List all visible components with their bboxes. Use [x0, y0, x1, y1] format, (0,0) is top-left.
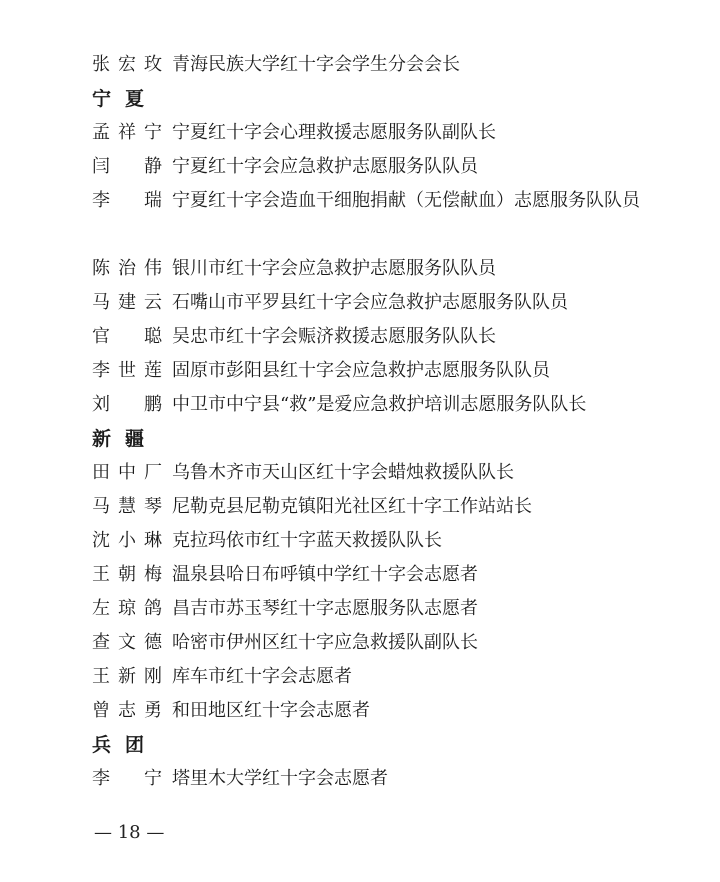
list-item [92, 558, 652, 592]
list-item [92, 660, 652, 694]
person-title: 哈密市伊州区红十字应急救援队副队长 [172, 632, 478, 653]
person-title: 温泉县哈日布呼镇中学红十字会志愿者 [172, 564, 478, 585]
person-name: 李世莲 [92, 360, 162, 381]
person-name: 查文德 [92, 632, 162, 653]
person-name: 田中厂 [92, 462, 162, 483]
list-item [92, 626, 652, 660]
person-title: 中卫市中宁县“救”是爱应急救护培训志愿服务队队长 [172, 394, 587, 415]
person-name: 刘鹏 [92, 394, 162, 415]
person-name: 马建云 [92, 292, 162, 313]
page-number: — 18 — [94, 822, 165, 843]
list-item [92, 694, 652, 728]
section-heading: 新疆 [92, 428, 159, 450]
person-name: 李瑞 [92, 190, 162, 211]
person-title: 库车市红十字会志愿者 [172, 666, 352, 687]
person-name: 李宁 [92, 768, 162, 789]
list-item [92, 456, 652, 490]
person-title: 克拉玛依市红十字蓝天救援队队长 [172, 530, 442, 551]
person-title: 塔里木大学红十字会志愿者 [172, 768, 388, 789]
list-item [92, 388, 652, 422]
list-item [92, 354, 652, 388]
section-heading: 兵团 [92, 734, 159, 756]
section-heading: 宁夏 [92, 88, 159, 110]
person-title: 尼勒克县尼勒克镇阳光社区红十字工作站站长 [172, 496, 532, 517]
list-item [92, 762, 652, 796]
list-item [92, 524, 652, 558]
person-name: 沈小琳 [92, 530, 162, 551]
list-item [92, 252, 652, 286]
person-title: 和田地区红十字会志愿者 [172, 700, 370, 721]
person-title: 固原市彭阳县红十字会应急救护志愿服务队队员 [172, 360, 550, 381]
person-title: 青海民族大学红十字会学生分会会长 [172, 54, 460, 75]
person-title: 吴忠市红十字会赈济救援志愿服务队队长 [172, 326, 496, 347]
list-item [92, 48, 652, 82]
person-name: 张宏玫 [92, 54, 162, 75]
person-name: 王新刚 [92, 666, 162, 687]
list-item [92, 592, 652, 626]
list-item [92, 116, 652, 150]
person-title: 乌鲁木齐市天山区红十字会蜡烛救援队队长 [172, 462, 514, 483]
list-item [92, 150, 652, 184]
person-title: 昌吉市苏玉琴红十字志愿服务队志愿者 [172, 598, 478, 619]
person-name: 官聪 [92, 326, 162, 347]
person-name: 曾志勇 [92, 700, 162, 721]
person-name: 陈治伟 [92, 258, 162, 279]
person-name: 闫静 [92, 156, 162, 177]
person-title: 宁夏红十字会造血干细胞捐献（无偿献血）志愿服务队队员 [172, 190, 640, 211]
person-name: 左琼鸽 [92, 598, 162, 619]
person-title: 银川市红十字会应急救护志愿服务队队员 [172, 258, 496, 279]
list-item [92, 320, 652, 354]
person-name: 王朝梅 [92, 564, 162, 585]
list-item [92, 286, 652, 320]
list-item [92, 184, 652, 252]
person-name: 马慧琴 [92, 496, 162, 517]
person-title: 石嘴山市平罗县红十字会应急救护志愿服务队队员 [172, 292, 568, 313]
person-name: 孟祥宁 [92, 122, 162, 143]
person-title: 宁夏红十字会应急救护志愿服务队队员 [172, 156, 478, 177]
person-title: 宁夏红十字会心理救援志愿服务队副队长 [172, 122, 496, 143]
volunteer-list [92, 48, 652, 796]
list-item [92, 490, 652, 524]
